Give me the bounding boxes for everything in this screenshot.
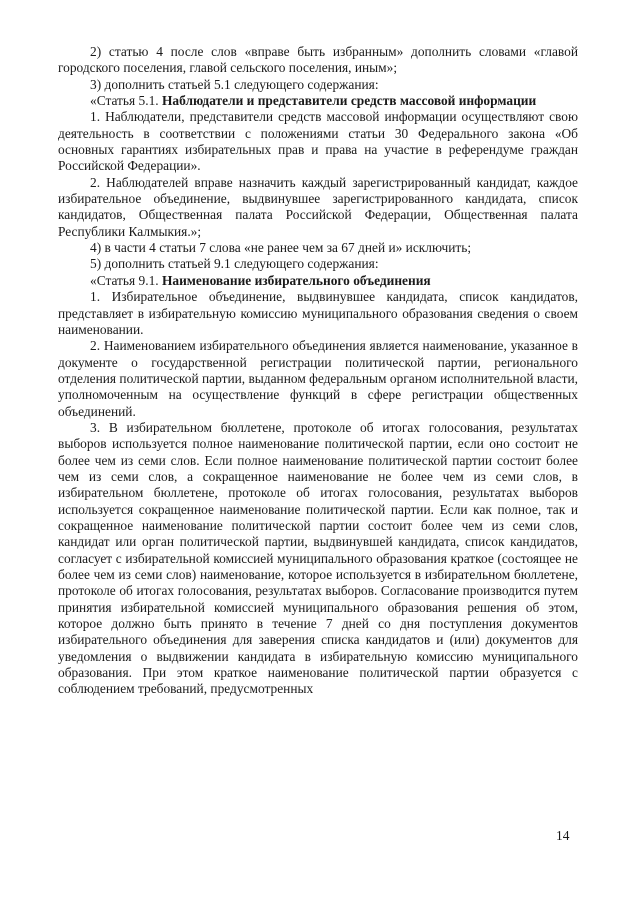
article-9-1-prefix: «Статья 9.1. — [90, 272, 162, 288]
article-9-1-title: Наименование избирательного объединения — [161, 272, 431, 288]
paragraph-item-4: 4) в части 4 статьи 7 слова «не ранее чем за 67 дней и» исключить; — [90, 240, 472, 256]
article-9-1-part-2: 2. Наименованием избирательного объединения является наименование, указанное в документе о государственной регистрации политической партии, регионального отделения политической партии, выданном федеральным органом исполнительной власти, уполномоченным на осуществление функций в сфере регистрации общественных объединений. — [58, 338, 578, 419]
paragraph-item-3: 3) дополнить статьей 5.1 следующего содержания: — [90, 76, 379, 92]
paragraph-item-2: 2) статью 4 после слов «вправе быть избранным» дополнить словами «главой городского поселения, главой сельского поселения, иным»; — [58, 44, 578, 76]
article-5-1-prefix: «Статья 5.1. — [90, 93, 162, 109]
article-5-1-heading — [58, 93, 578, 109]
article-5-1-title: Наблюдатели и представители средств массовой информации — [161, 93, 537, 109]
article-9-1-heading — [58, 273, 578, 289]
page-number: 14 — [556, 828, 570, 843]
article-5-1-part-1: 1. Наблюдатели, представители средств массовой информации осуществляют свою деятельность в соответствии с положениями статьи 30 Федерального закона «Об основных гарантиях избирательных прав и права на участие в референдуме граждан Российской Федерации». — [58, 109, 578, 174]
document-body — [58, 44, 578, 698]
paragraph-item-5: 5) дополнить статьей 9.1 следующего содержания: — [90, 256, 379, 272]
article-9-1-part-3: 3. В избирательном бюллетене, протоколе об итогах голосования, результатах выборов используется полное наименование политической партии, если оно состоит не более чем из семи слов. Если полное наименование политической партии состоит более чем из семи слов, а сокращенное наименование не более чем из семи слов, в избирательном бюллетене, протоколе об итогах голосования, результатах выборов используется сокращенное наименование политической партии. Если как полное, так и сокращенное наименование политической партии состоит более чем из семи слов, кандидат или орган политической партии, выдвинувшей кандидата, список кандидатов, согласует с избирательной комиссией муниципального образования краткое (состоящее не более чем из семи слов) наименование, которое используется в избирательном бюллетене, протоколе об итогах голосования, результатах выборов. Согласование производится путем принятия избирательной комиссией муниципального образования решения об этом, которое должно быть принято в течение 7 дней со дня поступления документов избирательного объединения для заверения списка кандидатов и (или) документов для уведомления о выдвижении кандидата в избирательную комиссию муниципального образования. При этом краткое наименование политической партии образуется с соблюдением требований, предусмотренных — [58, 419, 578, 697]
article-9-1-part-1: 1. Избирательное объединение, выдвинувшее кандидата, список кандидатов, представляет в избирательную комиссию муниципального образования сведения о своем наименовании. — [58, 289, 578, 337]
article-5-1-part-2: 2. Наблюдателей вправе назначить каждый зарегистрированный кандидат, каждое избирательное объединение, выдвинувшее зарегистрированного кандидата, список кандидатов, Общественная палата Российской Федерации, Общественная палата Республики Калмыкия.»; — [58, 174, 578, 239]
